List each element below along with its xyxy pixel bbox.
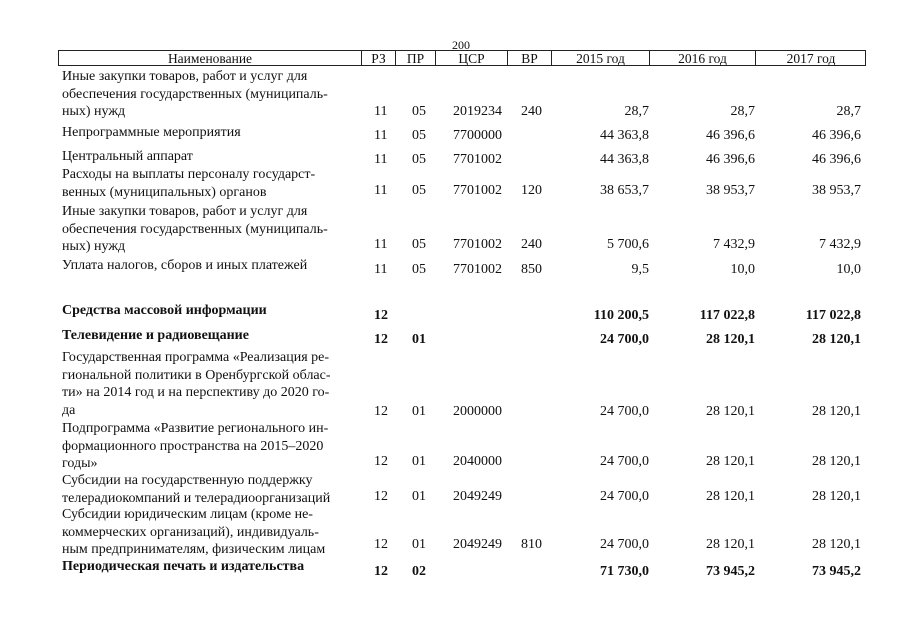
row-vr: 120 <box>521 182 542 198</box>
header-2015: 2015 год <box>551 51 649 66</box>
row-rz: 11 <box>374 182 388 198</box>
header-2016: 2016 год <box>649 51 755 66</box>
row-y2017: 46 396,6 <box>812 127 861 143</box>
row-vr: 240 <box>521 236 542 252</box>
row-rz: 12 <box>374 403 388 419</box>
header-name: Наименование <box>167 51 253 66</box>
row-rz: 12 <box>374 331 388 347</box>
row-y2017: 28 120,1 <box>812 488 861 504</box>
row-y2016: 117 022,8 <box>699 307 755 323</box>
table-row <box>0 148 905 168</box>
row-name: Периодическая печать и издательства <box>62 559 305 574</box>
row-name: Непрограммные мероприятия <box>62 125 241 140</box>
row-y2016: 28 120,1 <box>706 403 755 419</box>
table-row <box>0 506 905 557</box>
row-y2017: 28,7 <box>836 103 861 119</box>
row-y2016: 28 120,1 <box>706 331 755 347</box>
table-row <box>0 302 905 324</box>
row-y2015: 24 700,0 <box>600 453 649 469</box>
row-y2015: 9,5 <box>631 261 649 277</box>
row-y2016: 28,7 <box>730 103 755 119</box>
row-y2017: 28 120,1 <box>812 331 861 347</box>
row-rz: 12 <box>374 307 388 323</box>
row-rz: 11 <box>374 261 388 277</box>
row-name: Иные закупки товаров, работ и услуг для обеспечения государственных (муниципаль- ных) нужд <box>62 204 328 254</box>
row-rz: 11 <box>374 127 388 143</box>
header-vr: ВР <box>507 51 551 66</box>
row-y2016: 28 120,1 <box>706 453 755 469</box>
row-y2015: 71 730,0 <box>600 563 649 579</box>
table-row <box>0 420 905 470</box>
row-y2017: 28 120,1 <box>812 536 861 552</box>
row-y2015: 24 700,0 <box>600 488 649 504</box>
row-pr: 05 <box>412 151 426 167</box>
row-y2015: 44 363,8 <box>600 127 649 143</box>
table-row <box>0 68 905 120</box>
row-name: Государственная программа «Реализация ре- гиональной политики в Оренбургской облас- ти» на 2014 год и на перспективу до 2020 го- да <box>62 350 331 418</box>
row-pr: 01 <box>412 331 426 347</box>
row-y2017: 7 432,9 <box>819 236 861 252</box>
row-y2017: 73 945,2 <box>812 563 861 579</box>
row-pr: 01 <box>412 453 426 469</box>
row-y2016: 28 120,1 <box>706 488 755 504</box>
row-rz: 12 <box>374 536 388 552</box>
row-name: Иные закупки товаров, работ и услуг для обеспечения государственных (муниципаль- ных) нужд <box>62 69 328 119</box>
row-y2017: 28 120,1 <box>812 403 861 419</box>
row-csr: 2019234 <box>453 103 502 119</box>
header-csr: ЦСР <box>435 51 507 66</box>
row-rz: 11 <box>374 151 388 167</box>
row-vr: 810 <box>521 536 542 552</box>
row-y2015: 24 700,0 <box>600 403 649 419</box>
row-csr: 7700000 <box>453 127 502 143</box>
table-row <box>0 124 905 144</box>
table-header <box>58 50 866 66</box>
row-name: Телевидение и радиовещание <box>62 328 249 343</box>
row-y2017: 46 396,6 <box>812 151 861 167</box>
table-row <box>0 203 905 253</box>
row-name: Центральный аппарат <box>62 149 193 164</box>
row-pr: 05 <box>412 103 426 119</box>
row-csr: 2000000 <box>453 403 502 419</box>
row-csr: 7701002 <box>453 261 502 277</box>
row-rz: 12 <box>374 453 388 469</box>
row-name: Субсидии юридическим лицам (кроме не- коммерческих организаций), индивидуаль- ным предпринимателям, физическим лицам <box>62 507 326 557</box>
row-pr: 05 <box>412 236 426 252</box>
row-pr: 01 <box>412 403 426 419</box>
row-pr: 01 <box>412 488 426 504</box>
row-name: Уплата налогов, сборов и иных платежей <box>62 258 308 273</box>
row-y2016: 10,0 <box>730 261 755 277</box>
row-rz: 12 <box>374 488 388 504</box>
table-row <box>0 558 905 580</box>
row-y2016: 46 396,6 <box>706 151 755 167</box>
row-y2015: 110 200,5 <box>593 307 649 323</box>
row-y2015: 5 700,6 <box>607 236 649 252</box>
row-y2015: 28,7 <box>624 103 649 119</box>
row-rz: 11 <box>374 236 388 252</box>
row-y2015: 24 700,0 <box>600 331 649 347</box>
row-name: Средства массовой информации <box>62 303 267 318</box>
row-vr: 850 <box>521 261 542 277</box>
row-pr: 05 <box>412 127 426 143</box>
row-y2016: 7 432,9 <box>713 236 755 252</box>
row-y2015: 38 653,7 <box>600 182 649 198</box>
header-pr: ПР <box>395 51 435 66</box>
row-pr: 01 <box>412 536 426 552</box>
row-pr: 05 <box>412 182 426 198</box>
row-y2016: 73 945,2 <box>706 563 755 579</box>
row-rz: 12 <box>374 563 388 579</box>
page-number: 200 <box>452 38 470 52</box>
row-y2015: 44 363,8 <box>600 151 649 167</box>
header-2017: 2017 год <box>755 51 866 66</box>
row-y2017: 28 120,1 <box>812 453 861 469</box>
row-rz: 11 <box>374 103 388 119</box>
row-name: Подпрограмма «Развитие регионального ин- формационного пространства на 2015–2020 годы» <box>62 421 329 471</box>
row-name: Субсидии на государственную поддержку телерадиокомпаний и телерадиоорганизаций <box>62 473 331 506</box>
row-y2016: 38 953,7 <box>706 182 755 198</box>
row-y2017: 10,0 <box>836 261 861 277</box>
row-pr: 05 <box>412 261 426 277</box>
row-csr: 7701002 <box>453 151 502 167</box>
row-y2016: 28 120,1 <box>706 536 755 552</box>
row-csr: 7701002 <box>453 236 502 252</box>
row-y2017: 117 022,8 <box>805 307 861 323</box>
row-name: Расходы на выплаты персоналу государст- венных (муниципальных) органов <box>62 167 316 200</box>
row-csr: 2049249 <box>453 536 502 552</box>
header-rz: РЗ <box>361 51 395 66</box>
row-y2016: 46 396,6 <box>706 127 755 143</box>
row-csr: 7701002 <box>453 182 502 198</box>
table-row <box>0 349 905 420</box>
row-pr: 02 <box>412 563 426 579</box>
table-row <box>0 472 905 505</box>
row-y2015: 24 700,0 <box>600 536 649 552</box>
row-csr: 2040000 <box>453 453 502 469</box>
row-y2017: 38 953,7 <box>812 182 861 198</box>
table-row <box>0 257 905 278</box>
table-row <box>0 166 905 199</box>
row-csr: 2049249 <box>453 488 502 504</box>
row-vr: 240 <box>521 103 542 119</box>
table-row <box>0 327 905 348</box>
